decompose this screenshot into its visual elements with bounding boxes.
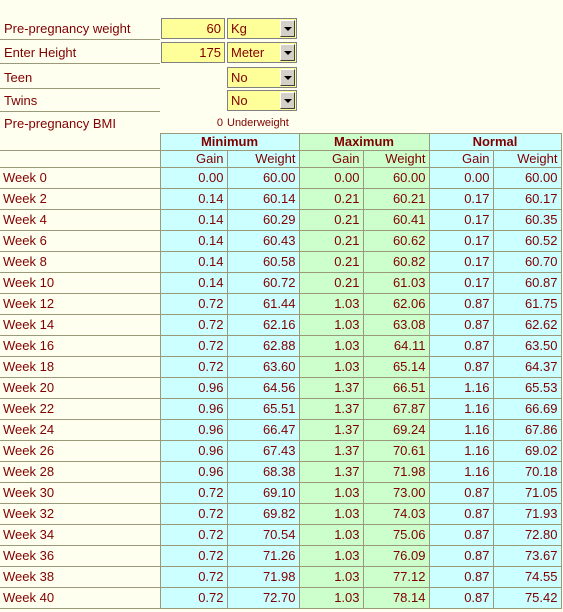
maximum-weight-cell[interactable]: 70.61	[363, 441, 429, 462]
table-row	[0, 441, 561, 462]
normal-weight-cell[interactable]: 60.17	[493, 189, 561, 210]
minimum-gain-cell[interactable]: 0.14	[160, 273, 227, 294]
height-label: Enter Height	[4, 45, 77, 60]
normal-gain-cell[interactable]: 0.87	[429, 525, 493, 546]
maximum-weight-cell[interactable]: 74.03	[363, 504, 429, 525]
maximum-weight-cell[interactable]: 77.12	[363, 567, 429, 588]
week-cell[interactable]: Week 16	[0, 336, 160, 357]
normal-weight-cell[interactable]: 67.86	[493, 420, 561, 441]
minimum-weight-cell[interactable]: 69.10	[227, 483, 299, 504]
maximum-weight-cell[interactable]: 67.87	[363, 399, 429, 420]
maximum-gain-cell[interactable]: 1.37	[299, 420, 363, 441]
minimum-gain-cell[interactable]: 0.96	[160, 441, 227, 462]
week-cell[interactable]: Week 40	[0, 588, 160, 609]
table-row	[0, 378, 561, 399]
week-cell[interactable]: Week 2	[0, 189, 160, 210]
weight-gain-table	[0, 133, 562, 609]
chevron-down-icon[interactable]	[280, 69, 295, 86]
minimum-weight-cell[interactable]: 61.44	[227, 294, 299, 315]
weight-row	[0, 17, 300, 40]
normal-gain-cell[interactable]: 0.87	[429, 504, 493, 525]
minimum-weight-cell[interactable]: 68.38	[227, 462, 299, 483]
minimum-gain-cell[interactable]: 0.72	[160, 336, 227, 357]
maximum-weight-cell[interactable]: 73.00	[363, 483, 429, 504]
maximum-weight-cell[interactable]: 64.11	[363, 336, 429, 357]
maximum-gain-cell[interactable]: 1.03	[299, 315, 363, 336]
normal-gain-cell[interactable]: 1.16	[429, 420, 493, 441]
normal-weight-cell[interactable]: 66.69	[493, 399, 561, 420]
maximum-gain-cell[interactable]: 1.03	[299, 336, 363, 357]
height-row	[0, 41, 300, 64]
normal-weight-cell[interactable]: 62.62	[493, 315, 561, 336]
normal-gain-cell[interactable]: 0.17	[429, 210, 493, 231]
normal-gain-cell[interactable]: 0.17	[429, 252, 493, 273]
minimum-gain-cell[interactable]: 0.72	[160, 567, 227, 588]
week-cell[interactable]: Week 12	[0, 294, 160, 315]
week-cell[interactable]: Week 0	[0, 168, 160, 189]
maximum-weight-cell[interactable]: 71.98	[363, 462, 429, 483]
table-row	[0, 336, 561, 357]
sub-header-gain: Gain	[160, 151, 227, 168]
table-row	[0, 315, 561, 336]
minimum-gain-cell[interactable]: 0.14	[160, 189, 227, 210]
maximum-gain-cell[interactable]: 0.21	[299, 252, 363, 273]
bmi-label: Pre-pregnancy BMI	[4, 116, 116, 131]
table-row	[0, 588, 561, 609]
table-row	[0, 357, 561, 378]
bmi-row	[0, 112, 300, 135]
maximum-weight-cell[interactable]: 60.41	[363, 210, 429, 231]
week-cell[interactable]: Week 28	[0, 462, 160, 483]
maximum-gain-cell[interactable]: 1.03	[299, 483, 363, 504]
chevron-down-icon[interactable]	[280, 20, 295, 37]
maximum-weight-cell[interactable]: 69.24	[363, 420, 429, 441]
corner-cell	[0, 151, 160, 168]
normal-gain-cell[interactable]: 0.87	[429, 588, 493, 609]
normal-weight-cell[interactable]: 61.75	[493, 294, 561, 315]
weight-input[interactable]: 60	[161, 18, 225, 39]
minimum-weight-cell[interactable]: 62.88	[227, 336, 299, 357]
teen-select[interactable]	[227, 67, 297, 88]
maximum-gain-cell[interactable]: 0.21	[299, 189, 363, 210]
minimum-gain-cell[interactable]: 0.72	[160, 357, 227, 378]
table-row	[0, 399, 561, 420]
week-cell[interactable]: Week 30	[0, 483, 160, 504]
minimum-weight-cell[interactable]: 69.82	[227, 504, 299, 525]
maximum-gain-cell[interactable]: 0.00	[299, 168, 363, 189]
normal-weight-cell[interactable]: 74.55	[493, 567, 561, 588]
teen-row	[0, 66, 300, 89]
maximum-weight-cell[interactable]: 65.14	[363, 357, 429, 378]
weight-unit-select[interactable]	[227, 18, 297, 39]
minimum-gain-cell[interactable]: 0.72	[160, 483, 227, 504]
minimum-gain-cell[interactable]: 0.96	[160, 399, 227, 420]
week-cell[interactable]: Week 26	[0, 441, 160, 462]
weight-unit-value: Kg	[231, 21, 247, 36]
week-cell[interactable]: Week 10	[0, 273, 160, 294]
sub-header-weight: Weight	[363, 151, 429, 168]
normal-gain-cell[interactable]: 1.16	[429, 378, 493, 399]
minimum-weight-cell[interactable]: 65.51	[227, 399, 299, 420]
normal-gain-cell[interactable]: 0.87	[429, 567, 493, 588]
minimum-weight-cell[interactable]: 71.98	[227, 567, 299, 588]
minimum-gain-cell[interactable]: 0.72	[160, 294, 227, 315]
minimum-gain-cell[interactable]: 0.72	[160, 588, 227, 609]
sub-header-weight: Weight	[227, 151, 299, 168]
week-cell[interactable]: Week 18	[0, 357, 160, 378]
maximum-gain-cell[interactable]: 1.03	[299, 525, 363, 546]
maximum-gain-cell[interactable]: 1.03	[299, 567, 363, 588]
normal-gain-cell[interactable]: 1.16	[429, 441, 493, 462]
table-row	[0, 273, 561, 294]
normal-gain-cell[interactable]: 1.16	[429, 399, 493, 420]
row-divider	[0, 63, 160, 64]
table-row	[0, 252, 561, 273]
minimum-weight-cell[interactable]: 60.29	[227, 210, 299, 231]
height-unit-select[interactable]	[227, 42, 297, 63]
maximum-weight-cell[interactable]: 66.51	[363, 378, 429, 399]
twins-label: Twins	[4, 93, 38, 108]
table-row	[0, 525, 561, 546]
maximum-weight-cell[interactable]: 60.82	[363, 252, 429, 273]
minimum-weight-cell[interactable]: 60.43	[227, 231, 299, 252]
group-header-maximum: Maximum	[299, 134, 429, 151]
height-input[interactable]: 175	[161, 42, 225, 63]
table-body	[0, 168, 561, 609]
minimum-gain-cell[interactable]: 0.72	[160, 546, 227, 567]
week-cell[interactable]: Week 4	[0, 210, 160, 231]
week-cell[interactable]: Week 34	[0, 525, 160, 546]
table-row	[0, 231, 561, 252]
week-cell[interactable]: Week 22	[0, 399, 160, 420]
chevron-down-icon[interactable]	[280, 92, 295, 109]
maximum-gain-cell[interactable]: 1.37	[299, 378, 363, 399]
bmi-value: 0	[216, 117, 223, 129]
table-row	[0, 504, 561, 525]
maximum-gain-cell[interactable]: 1.03	[299, 504, 363, 525]
table-row	[0, 567, 561, 588]
minimum-weight-cell[interactable]: 72.70	[227, 588, 299, 609]
minimum-gain-cell[interactable]: 0.96	[160, 378, 227, 399]
teen-label: Teen	[4, 70, 33, 85]
table-row	[0, 294, 561, 315]
week-cell[interactable]: Week 20	[0, 378, 160, 399]
normal-gain-cell[interactable]: 0.87	[429, 294, 493, 315]
normal-gain-cell[interactable]: 0.00	[429, 168, 493, 189]
minimum-weight-cell[interactable]: 71.26	[227, 546, 299, 567]
table-row	[0, 462, 561, 483]
minimum-weight-cell[interactable]: 70.54	[227, 525, 299, 546]
week-cell[interactable]: Week 36	[0, 546, 160, 567]
normal-gain-cell[interactable]: 0.87	[429, 336, 493, 357]
normal-gain-cell[interactable]: 1.16	[429, 462, 493, 483]
maximum-weight-cell[interactable]: 61.03	[363, 273, 429, 294]
week-cell[interactable]: Week 24	[0, 420, 160, 441]
normal-weight-cell[interactable]: 73.67	[493, 546, 561, 567]
height-unit-value: Meter	[231, 45, 265, 60]
twins-value: No	[231, 93, 248, 108]
group-header-normal: Normal	[429, 134, 561, 151]
normal-gain-cell[interactable]: 0.87	[429, 315, 493, 336]
maximum-gain-cell[interactable]: 1.37	[299, 462, 363, 483]
minimum-weight-cell[interactable]: 60.72	[227, 273, 299, 294]
maximum-gain-cell[interactable]: 1.37	[299, 441, 363, 462]
maximum-weight-cell[interactable]: 62.06	[363, 294, 429, 315]
normal-weight-cell[interactable]: 60.52	[493, 231, 561, 252]
week-cell[interactable]: Week 14	[0, 315, 160, 336]
normal-weight-cell[interactable]: 60.35	[493, 210, 561, 231]
maximum-gain-cell[interactable]: 1.03	[299, 294, 363, 315]
teen-value: No	[231, 70, 248, 85]
maximum-gain-cell[interactable]: 0.21	[299, 273, 363, 294]
maximum-weight-cell[interactable]: 63.08	[363, 315, 429, 336]
sub-header-gain: Gain	[299, 151, 363, 168]
twins-select[interactable]	[227, 90, 297, 111]
week-cell[interactable]: Week 38	[0, 567, 160, 588]
minimum-weight-cell[interactable]: 62.16	[227, 315, 299, 336]
maximum-weight-cell[interactable]: 60.21	[363, 189, 429, 210]
row-divider	[0, 39, 160, 40]
minimum-weight-cell[interactable]: 60.14	[227, 189, 299, 210]
normal-weight-cell[interactable]: 60.70	[493, 252, 561, 273]
minimum-weight-cell[interactable]: 66.47	[227, 420, 299, 441]
normal-gain-cell[interactable]: 0.17	[429, 273, 493, 294]
minimum-gain-cell[interactable]: 0.00	[160, 168, 227, 189]
normal-weight-cell[interactable]: 64.37	[493, 357, 561, 378]
table-row	[0, 546, 561, 567]
normal-gain-cell[interactable]: 0.17	[429, 189, 493, 210]
normal-gain-cell[interactable]: 0.87	[429, 357, 493, 378]
table-row	[0, 210, 561, 231]
week-cell[interactable]: Week 8	[0, 252, 160, 273]
minimum-gain-cell[interactable]: 0.72	[160, 504, 227, 525]
week-cell[interactable]: Week 32	[0, 504, 160, 525]
normal-gain-cell[interactable]: 0.87	[429, 546, 493, 567]
minimum-weight-cell[interactable]: 64.56	[227, 378, 299, 399]
maximum-weight-cell[interactable]: 60.62	[363, 231, 429, 252]
normal-weight-cell[interactable]: 63.50	[493, 336, 561, 357]
maximum-gain-cell[interactable]: 1.37	[299, 399, 363, 420]
sub-header-gain: Gain	[429, 151, 493, 168]
bmi-classification: Underweight	[227, 117, 289, 129]
minimum-gain-cell[interactable]: 0.96	[160, 462, 227, 483]
minimum-gain-cell[interactable]: 0.96	[160, 420, 227, 441]
group-header-minimum: Minimum	[160, 134, 299, 151]
table-row	[0, 420, 561, 441]
table-row	[0, 189, 561, 210]
minimum-gain-cell[interactable]: 0.14	[160, 231, 227, 252]
normal-weight-cell[interactable]: 60.87	[493, 273, 561, 294]
normal-weight-cell[interactable]: 65.53	[493, 378, 561, 399]
maximum-gain-cell[interactable]: 0.21	[299, 231, 363, 252]
minimum-gain-cell[interactable]: 0.72	[160, 315, 227, 336]
minimum-gain-cell[interactable]: 0.14	[160, 210, 227, 231]
maximum-gain-cell[interactable]: 1.03	[299, 357, 363, 378]
maximum-weight-cell[interactable]: 76.09	[363, 546, 429, 567]
twins-row	[0, 89, 300, 112]
normal-weight-cell[interactable]: 71.93	[493, 504, 561, 525]
week-cell[interactable]: Week 6	[0, 231, 160, 252]
normal-weight-cell[interactable]: 75.42	[493, 588, 561, 609]
maximum-gain-cell[interactable]: 1.03	[299, 546, 363, 567]
maximum-gain-cell[interactable]: 0.21	[299, 210, 363, 231]
normal-weight-cell[interactable]: 71.05	[493, 483, 561, 504]
maximum-gain-cell[interactable]: 1.03	[299, 588, 363, 609]
normal-gain-cell[interactable]: 0.17	[429, 231, 493, 252]
normal-gain-cell[interactable]: 0.87	[429, 483, 493, 504]
minimum-weight-cell[interactable]: 60.58	[227, 252, 299, 273]
maximum-weight-cell[interactable]: 78.14	[363, 588, 429, 609]
minimum-gain-cell[interactable]: 0.14	[160, 252, 227, 273]
maximum-weight-cell[interactable]: 75.06	[363, 525, 429, 546]
minimum-gain-cell[interactable]: 0.72	[160, 525, 227, 546]
weight-label: Pre-pregnancy weight	[4, 21, 131, 36]
sub-header-weight: Weight	[493, 151, 561, 168]
chevron-down-icon[interactable]	[280, 44, 295, 61]
maximum-weight-cell[interactable]: 60.00	[363, 168, 429, 189]
normal-weight-cell[interactable]: 72.80	[493, 525, 561, 546]
table-row	[0, 483, 561, 504]
normal-weight-cell[interactable]: 69.02	[493, 441, 561, 462]
minimum-weight-cell[interactable]: 63.60	[227, 357, 299, 378]
normal-weight-cell[interactable]: 60.00	[493, 168, 561, 189]
minimum-weight-cell[interactable]: 67.43	[227, 441, 299, 462]
normal-weight-cell[interactable]: 70.18	[493, 462, 561, 483]
table-row	[0, 168, 561, 189]
minimum-weight-cell[interactable]: 60.00	[227, 168, 299, 189]
corner-cell	[0, 134, 160, 151]
